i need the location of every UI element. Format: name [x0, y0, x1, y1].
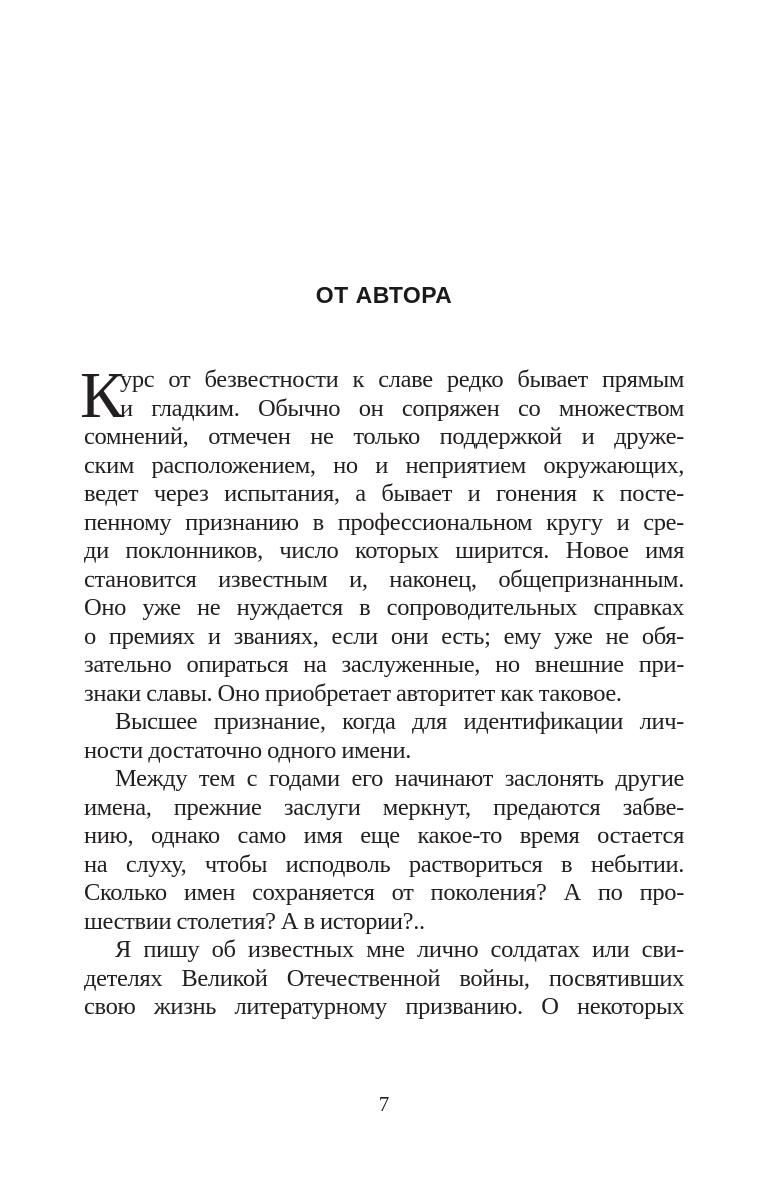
text-line: зательно опираться на заслуженные, но внешние при- [84, 651, 684, 678]
text-line: пенному признанию в профессиональном кругу и сре- [84, 508, 684, 536]
text-line: на слуху, чтобы исподволь раствориться в небытии. [84, 850, 684, 878]
text-line: о премиях и званиях, если они есть; ему уже не обя- [84, 622, 684, 650]
text-line: знаки славы. Оно приобретает авторитет как таковое. [84, 679, 622, 707]
text-line: сомнений, отмечен не только поддержкой и друже- [84, 423, 684, 450]
text-line: Я пишу об известных мне лично солдатах или сви- [115, 936, 684, 963]
text-line: Оно уже не нуждается в сопроводительных справках [84, 594, 684, 621]
text-line: Высшее признание, когда для идентификации лич- [115, 708, 684, 735]
text-line: Сколько имен сохраняется от поколения? А по про- [84, 879, 684, 906]
text-line: свою жизнь литературному призванию. О некоторых [84, 993, 684, 1020]
text-line: становится известным и, наконец, общепризнанным. [84, 565, 684, 593]
text-line: шествии столетия? А в истории?.. [84, 907, 425, 935]
text-line: и гладким. Обычно он сопряжен со множеством [120, 394, 684, 422]
text-line: ведет через испытания, а бывает и гонения к посте- [84, 480, 684, 507]
text-line: ским расположением, но и неприятием окружающих, [84, 451, 684, 479]
text-line: нию, однако само имя еще какое-то время остается [84, 822, 684, 849]
text-line: имена, прежние заслуги меркнут, предаются забве- [84, 793, 684, 821]
text-line: урс от безвестности к славе редко бывает прямым [120, 366, 684, 393]
page-number: 7 [378, 1092, 390, 1116]
text-line: ности достаточно одного имени. [84, 736, 412, 764]
text-line: ди поклонников, число которых ширится. Новое имя [84, 537, 684, 564]
text-line: детелях Великой Отечественной войны, посвятивших [84, 964, 684, 992]
text-line: Между тем с годами его начинают заслонять другие [115, 765, 684, 792]
page-heading: ОТ АВТОРА [315, 282, 453, 308]
body-text [80, 359, 684, 1022]
drop-cap: К [80, 359, 125, 432]
